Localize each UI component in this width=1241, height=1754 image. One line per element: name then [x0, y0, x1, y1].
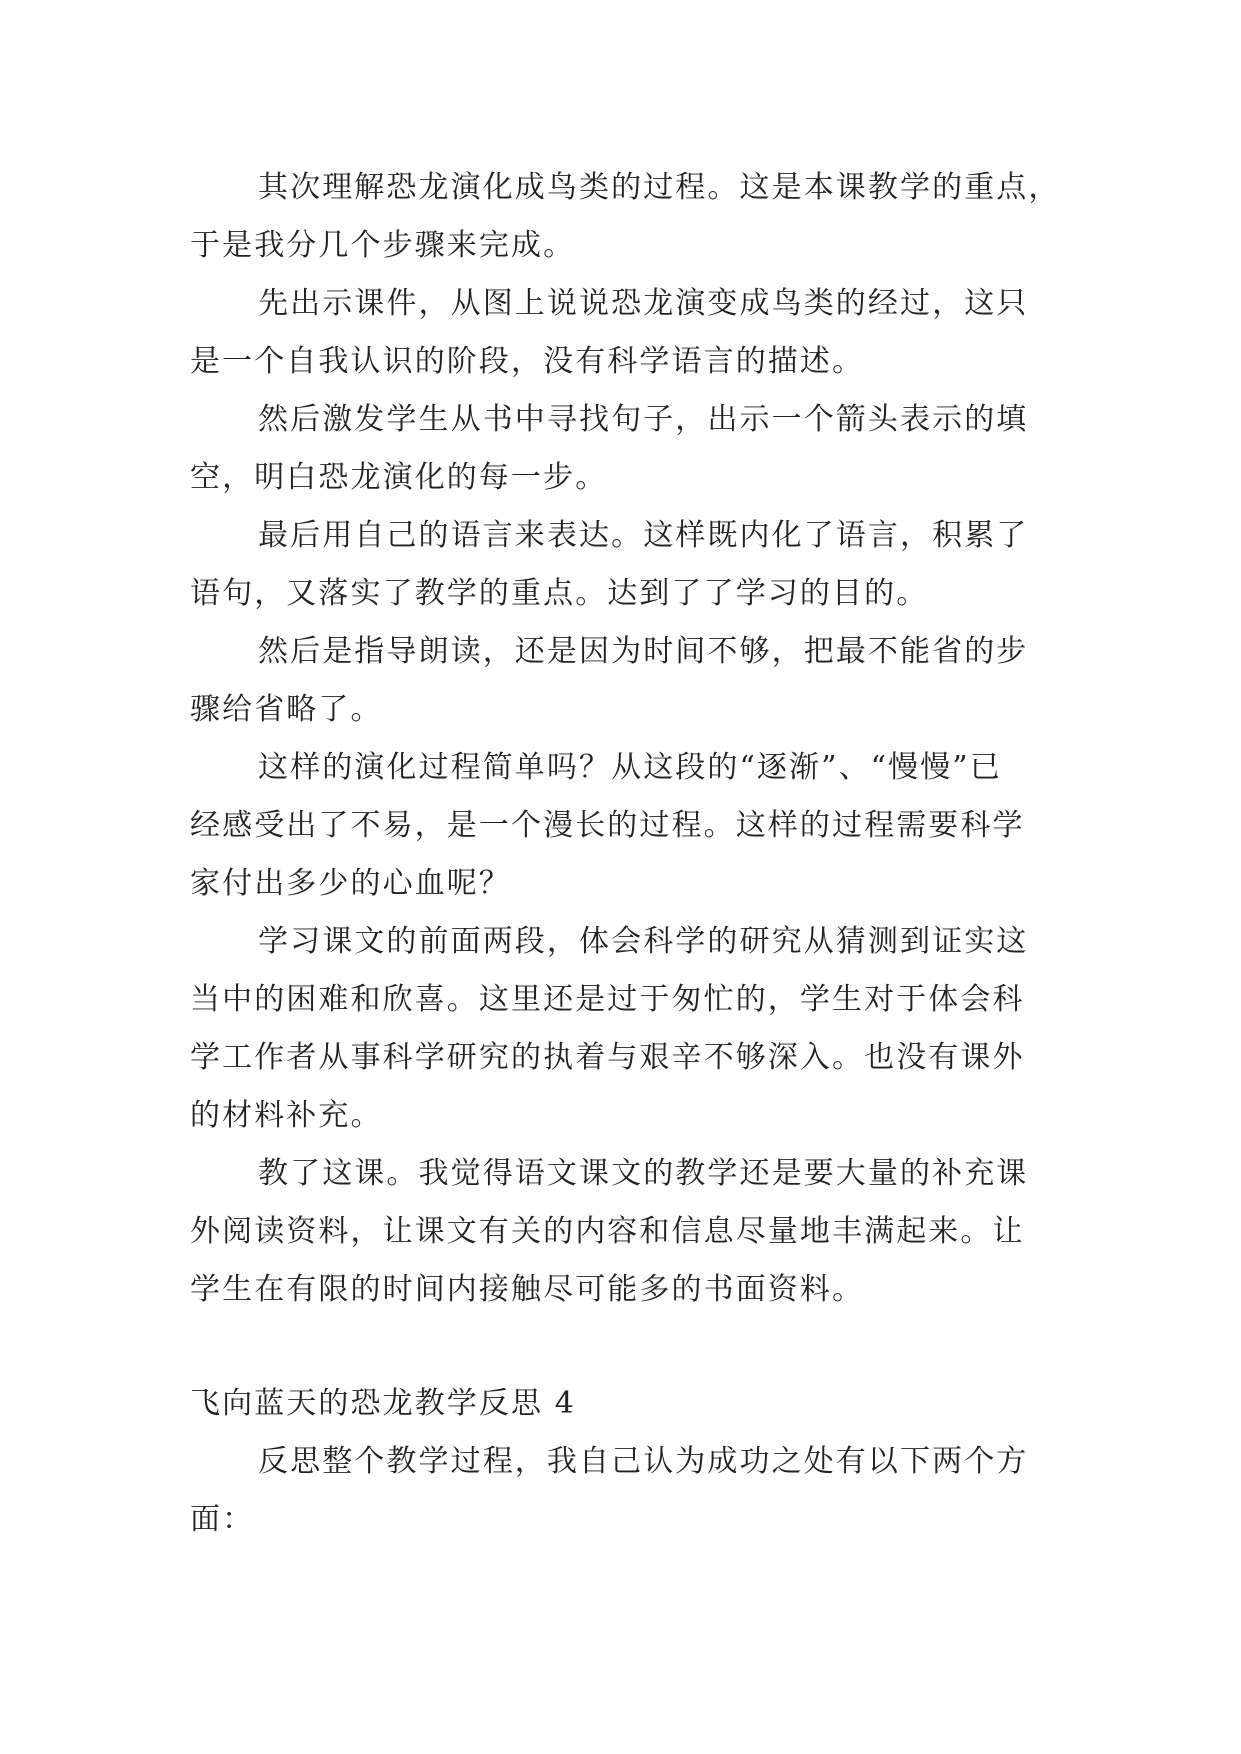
paragraph-7-line-2: 当中的困难和欣喜。这里还是过于匆忙的，学生对于体会科 [190, 982, 1025, 1017]
section-heading: 飞向蓝天的恐龙教学反思 4 [190, 1386, 576, 1421]
paragraph-4-line-2: 语句，又落实了教学的重点。达到了了学习的目的。 [190, 576, 929, 611]
paragraph-4-line-1: 最后用自己的语言来表达。这样既内化了语言，积累了 [258, 518, 1029, 553]
paragraph-3-line-2: 空，明白恐龙演化的每一步。 [190, 460, 608, 495]
paragraph-6-line-3: 家付出多少的心血呢？ [190, 866, 511, 901]
paragraph-8-line-1: 教了这课。我觉得语文课文的教学还是要大量的补充课 [258, 1156, 1029, 1191]
paragraph-6-line-2: 经感受出了不易，是一个漫长的过程。这样的过程需要科学 [190, 808, 1025, 843]
paragraph-9-line-2: 面： [190, 1502, 255, 1537]
paragraph-8-line-2: 外阅读资料，让课文有关的内容和信息尽量地丰满起来。让 [190, 1214, 1025, 1249]
paragraph-7-line-1: 学习课文的前面两段，体会科学的研究从猜测到证实这 [258, 924, 1029, 959]
paragraph-2-line-2: 是一个自我认识的阶段，没有科学语言的描述。 [190, 344, 865, 379]
paragraph-5-line-2: 骤给省略了。 [190, 692, 383, 727]
paragraph-8-line-3: 学生在有限的时间内接触尽可能多的书面资料。 [190, 1272, 865, 1307]
paragraph-7-line-3: 学工作者从事科学研究的执着与艰辛不够深入。也没有课外 [190, 1040, 1025, 1075]
paragraph-1-line-1: 其次理解恐龙演化成鸟类的过程。这是本课教学的重点， [258, 170, 1061, 205]
paragraph-9-line-1: 反思整个教学过程，我自己认为成功之处有以下两个方 [258, 1444, 1029, 1479]
paragraph-1-line-2: 于是我分几个步骤来完成。 [190, 228, 576, 263]
paragraph-2-line-1: 先出示课件，从图上说说恐龙演变成鸟类的经过，这只 [258, 286, 1029, 321]
paragraph-7-line-4: 的材料补充。 [190, 1098, 383, 1133]
paragraph-6-line-1: 这样的演化过程简单吗？从这段的“逐渐”、“慢慢”已 [258, 750, 1002, 785]
paragraph-3-line-1: 然后激发学生从书中寻找句子，出示一个箭头表示的填 [258, 402, 1029, 437]
paragraph-5-line-1: 然后是指导朗读，还是因为时间不够，把最不能省的步 [258, 634, 1029, 669]
